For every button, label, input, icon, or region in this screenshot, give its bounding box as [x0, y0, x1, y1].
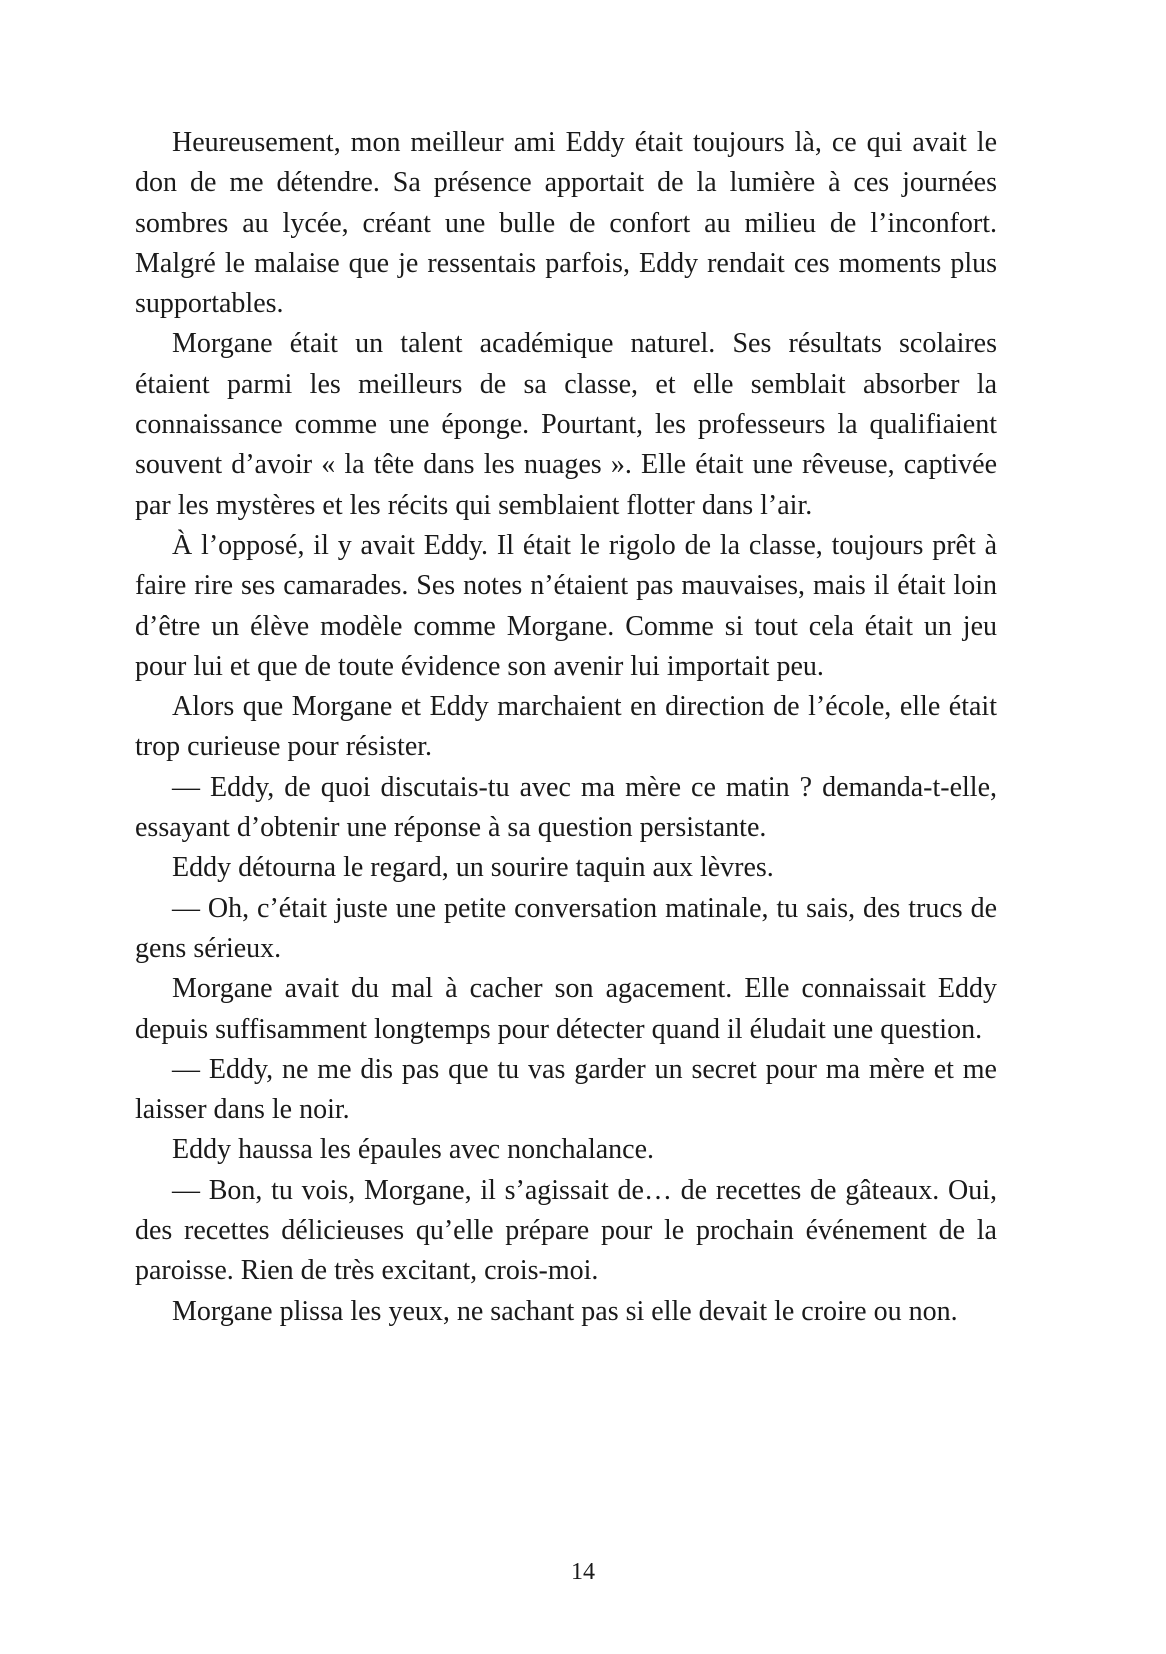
paragraph-5: — Eddy, de quoi discutais-tu avec ma mère ce matin ? demanda-t-elle, essayant d’obtenir une réponse à sa question persistante. [135, 771, 997, 844]
paragraph-3: À l’opposé, il y avait Eddy. Il était le rigolo de la classe, toujours prêt à faire rire ses camarades. Ses notes n’étaient pas mauvaises, mais il était loin d’être un élève modèle comme Morgane. Comme si tout cela était un jeu pour lui et que de toute évidence son avenir lui importait peu. [135, 529, 997, 682]
paragraph-2: Morgane était un talent académique naturel. Ses résultats scolaires étaient parmi les meilleurs de sa classe, et elle semblait absorber la connaissance comme une éponge. Pourtant, les professeurs la qualifiaient souvent d’avoir « la tête dans les nuages ». Elle était une rêveuse, captivée par les mystères et les récits qui semblaient flotter dans l’air. [135, 328, 997, 521]
paragraph-10: Eddy haussa les épaules avec nonchalance. [172, 1134, 655, 1166]
paragraph-7: — Oh, c’était juste une petite conversation matinale, tu sais, des trucs de gens sérieux. [135, 892, 997, 964]
paragraph-9: — Eddy, ne me dis pas que tu vas garder un secret pour ma mère et me laisser dans le noir. [135, 1053, 997, 1126]
paragraph-11: — Bon, tu vois, Morgane, il s’agissait de… de recettes de gâteaux. Oui, des recettes délicieuses qu’elle prépare pour le prochain événement de la paroisse. Rien de très excitant, crois-moi. [135, 1174, 997, 1287]
page-number: 14 [571, 1559, 595, 1585]
paragraph-1: Heureusement, mon meilleur ami Eddy était toujours là, ce qui avait le don de me détendre. Sa présence apportait de la lumière à ces journées sombres au lycée, créant une bulle de confort au milieu de l’inconfort. Malgré le malaise que je ressentais parfois, Eddy rendait ces moments plus supportables. [135, 127, 997, 320]
paragraph-4: Alors que Morgane et Eddy marchaient en direction de l’école, elle était trop curieuse pour résister. [135, 691, 997, 763]
paragraph-6: Eddy détourna le regard, un sourire taquin aux lèvres. [172, 852, 774, 884]
paragraph-8: Morgane avait du mal à cacher son agacement. Elle connaissait Eddy depuis suffisamment longtemps pour détecter quand il éludait une question. [135, 973, 997, 1045]
paragraph-12: Morgane plissa les yeux, ne sachant pas si elle devait le croire ou non. [172, 1295, 958, 1327]
body-text [135, 123, 997, 1332]
